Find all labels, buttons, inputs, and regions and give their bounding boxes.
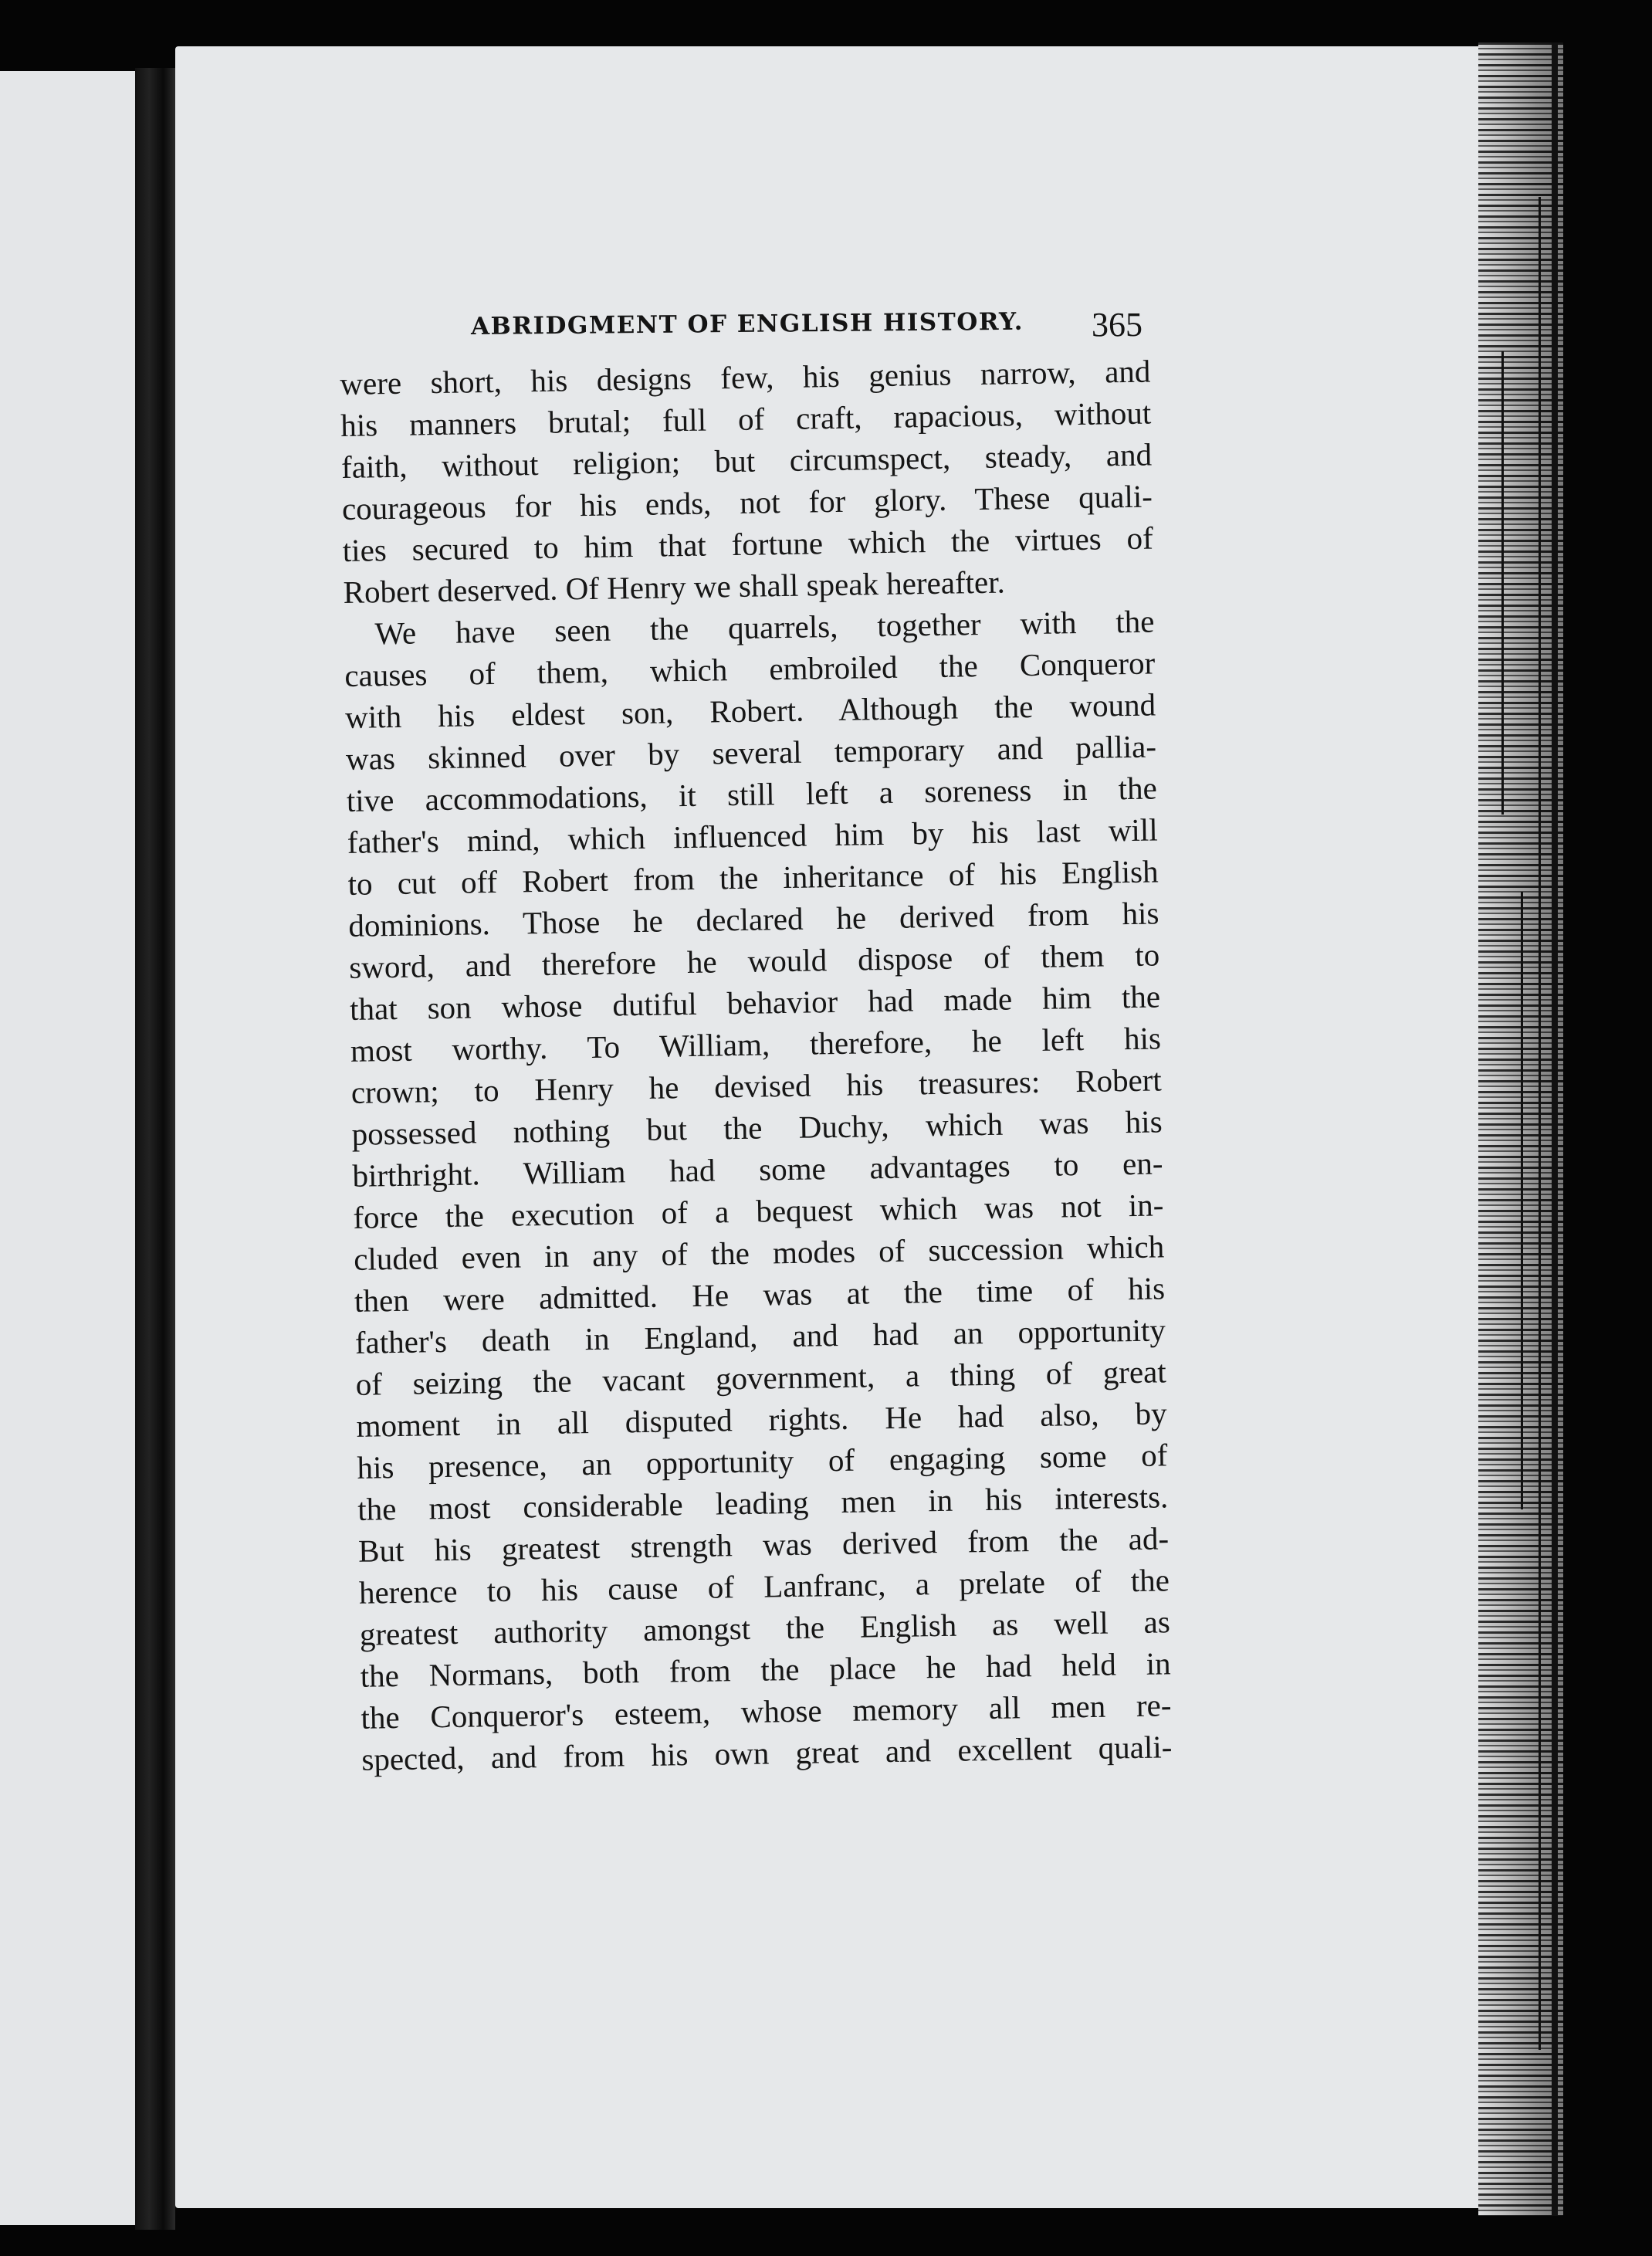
text-line: most worthy. To William, therefore, he left his: [350, 1020, 1162, 1069]
text-line: We have seen the quarrels, together with the: [374, 603, 1155, 652]
text-line: the Normans, both from the place he had held in: [360, 1645, 1171, 1694]
edge-streak: [1539, 197, 1541, 2050]
text-line: faith, without religion; but circumspect, steady, and: [340, 436, 1153, 485]
page-number: 365: [1092, 306, 1143, 344]
text-line: his manners brutal; full of craft, rapacious, without: [340, 395, 1152, 443]
text-line: were short, his designs few, his genius narrow, and: [340, 353, 1151, 401]
text-line: cluded even in any of the modes of succession which: [353, 1228, 1165, 1277]
edge-streak: [1552, 42, 1558, 2216]
text-line: moment in all disputed rights. He had also, by: [356, 1395, 1167, 1444]
text-line: greatest authority amongst the English as well as: [359, 1604, 1171, 1652]
text-line: herence to his cause of Lanfranc, a prelate of the: [358, 1562, 1170, 1611]
text-line: causes of them, which embroiled the Conqueror: [344, 645, 1156, 693]
edge-streak: [1521, 892, 1523, 1509]
text-line: father's death in England, and had an opportunity: [354, 1312, 1166, 1360]
text-line: courageous for his ends, not for glory. These quali-: [341, 478, 1153, 527]
running-head: ABRIDGMENT OF ENGLISH HISTORY.: [470, 307, 1024, 340]
text-line: dominions. Those he declared he derived from his: [348, 895, 1159, 943]
text-line: crown; to Henry he devised his treasures: Robert: [350, 1062, 1163, 1110]
text-line: his presence, an opportunity of engaging some of: [357, 1437, 1168, 1485]
text-line: with his eldest son, Robert. Although the wound: [344, 686, 1156, 735]
book-gutter: [135, 68, 175, 2230]
text-line: was skinned over by several temporary and pallia-: [345, 728, 1157, 777]
text-line: birthright. William had some advantages to en-: [352, 1145, 1163, 1194]
text-line: then were admitted. He was at the time of his: [354, 1270, 1166, 1319]
text-line: to cut off Robert from the inheritance of his English: [347, 853, 1159, 902]
text-line: force the execution of a bequest which was not in-: [353, 1187, 1164, 1235]
text-line: Robert deserved. Of Henry we shall speak hereafter.: [343, 564, 1006, 610]
text-line: But his greatest strength was derived from the ad-: [357, 1520, 1170, 1569]
text-line: that son whose dutiful behavior had made him the: [349, 978, 1161, 1027]
text-line: the Conqueror's esteem, whose memory all men re-: [361, 1687, 1172, 1736]
page-header: [471, 305, 1143, 351]
text-line: ties secured to him that fortune which the virtues of: [342, 520, 1154, 568]
text-line: spected, and from his own great and excellent quali-: [361, 1729, 1173, 1777]
text-line: of seizing the vacant government, a thing of great: [355, 1353, 1167, 1402]
text-line: father's mind, which influenced him by his last will: [347, 811, 1158, 860]
edge-streak: [1501, 351, 1504, 815]
text-line: sword, and therefore he would dispose of them to: [348, 937, 1160, 985]
text-line: tive accommodations, it still left a soreness in the: [346, 770, 1158, 818]
body-text: [340, 351, 1173, 1780]
page-edges: [1478, 42, 1563, 2216]
left-page: [0, 71, 135, 2225]
text-line: the most considerable leading men in his interests.: [357, 1479, 1169, 1527]
text-line: possessed nothing but the Duchy, which was his: [351, 1103, 1163, 1152]
